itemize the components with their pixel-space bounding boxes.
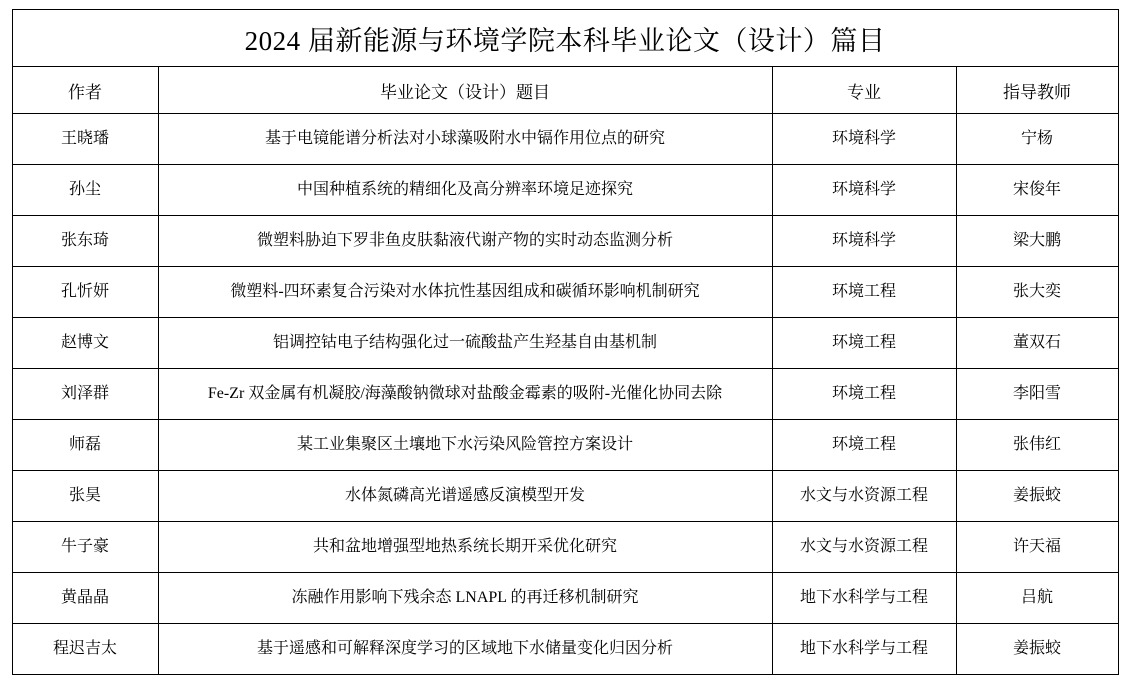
table-row	[12, 267, 1118, 318]
column-header-major: 专业	[772, 67, 956, 114]
cell-tutor: 姜振蛟	[956, 624, 1118, 675]
cell-thesis: 微塑料胁迫下罗非鱼皮肤黏液代谢产物的实时动态监测分析	[158, 216, 772, 267]
table-header-row	[12, 67, 1118, 114]
cell-tutor: 李阳雪	[956, 369, 1118, 420]
cell-thesis: 共和盆地增强型地热系统长期开采优化研究	[158, 522, 772, 573]
column-header-tutor: 指导教师	[956, 67, 1118, 114]
cell-tutor: 梁大鹏	[956, 216, 1118, 267]
table-row	[12, 573, 1118, 624]
cell-major: 环境工程	[772, 420, 956, 471]
cell-tutor: 姜振蛟	[956, 471, 1118, 522]
cell-major: 环境工程	[772, 318, 956, 369]
cell-tutor: 宋俊年	[956, 165, 1118, 216]
cell-major: 水文与水资源工程	[772, 471, 956, 522]
cell-thesis: 基于电镜能谱分析法对小球藻吸附水中镉作用位点的研究	[158, 114, 772, 165]
cell-author: 张东琦	[12, 216, 158, 267]
cell-tutor: 宁杨	[956, 114, 1118, 165]
cell-author: 师磊	[12, 420, 158, 471]
cell-tutor: 张伟红	[956, 420, 1118, 471]
cell-author: 赵博文	[12, 318, 158, 369]
cell-author: 刘泽群	[12, 369, 158, 420]
cell-thesis: 微塑料-四环素复合污染对水体抗性基因组成和碳循环影响机制研究	[158, 267, 772, 318]
table-title-row	[12, 10, 1118, 67]
table-row	[12, 522, 1118, 573]
cell-major: 地下水科学与工程	[772, 624, 956, 675]
cell-author: 王晓璠	[12, 114, 158, 165]
table-row	[12, 420, 1118, 471]
cell-author: 孙尘	[12, 165, 158, 216]
table-row	[12, 114, 1118, 165]
table-row	[12, 624, 1118, 675]
cell-thesis: 某工业集聚区土壤地下水污染风险管控方案设计	[158, 420, 772, 471]
cell-tutor: 董双石	[956, 318, 1118, 369]
page-title: 2024 届新能源与环境学院本科毕业论文（设计）篇目	[12, 10, 1118, 67]
cell-tutor: 吕航	[956, 573, 1118, 624]
cell-author: 孔忻妍	[12, 267, 158, 318]
cell-thesis: 基于遥感和可解释深度学习的区域地下水储量变化归因分析	[158, 624, 772, 675]
table-body	[12, 10, 1118, 675]
cell-major: 环境科学	[772, 216, 956, 267]
column-header-author: 作者	[12, 67, 158, 114]
cell-major: 地下水科学与工程	[772, 573, 956, 624]
cell-major: 环境工程	[772, 369, 956, 420]
cell-thesis: Fe-Zr 双金属有机凝胶/海藻酸钠微球对盐酸金霉素的吸附-光催化协同去除	[158, 369, 772, 420]
cell-major: 环境工程	[772, 267, 956, 318]
cell-author: 黄晶晶	[12, 573, 158, 624]
table-row	[12, 471, 1118, 522]
document-page	[0, 9, 1130, 686]
cell-author: 张昊	[12, 471, 158, 522]
table-row	[12, 216, 1118, 267]
cell-thesis: 冻融作用影响下残余态 LNAPL 的再迁移机制研究	[158, 573, 772, 624]
cell-major: 环境科学	[772, 165, 956, 216]
table-row	[12, 369, 1118, 420]
column-header-thesis: 毕业论文（设计）题目	[158, 67, 772, 114]
cell-thesis: 中国种植系统的精细化及高分辨率环境足迹探究	[158, 165, 772, 216]
cell-major: 水文与水资源工程	[772, 522, 956, 573]
thesis-table	[12, 9, 1119, 675]
cell-major: 环境科学	[772, 114, 956, 165]
cell-tutor: 许天福	[956, 522, 1118, 573]
cell-thesis: 水体氮磷高光谱遥感反演模型开发	[158, 471, 772, 522]
cell-thesis: 铝调控钴电子结构强化过一硫酸盐产生羟基自由基机制	[158, 318, 772, 369]
cell-tutor: 张大奕	[956, 267, 1118, 318]
table-row	[12, 318, 1118, 369]
cell-author: 程迟吉太	[12, 624, 158, 675]
cell-author: 牛子豪	[12, 522, 158, 573]
table-row	[12, 165, 1118, 216]
